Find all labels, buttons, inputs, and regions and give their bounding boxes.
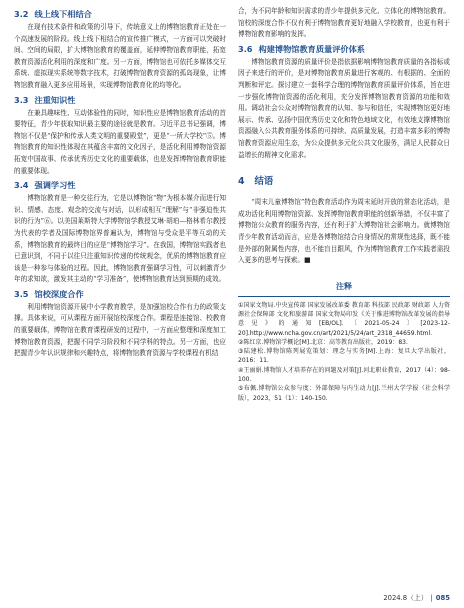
section-heading-3-6 [238,43,450,55]
right-column [238,6,450,403]
footer-separator: | [430,594,433,602]
section-number: 3.5 [14,288,29,299]
section-body-3-3: 在兼具趣味性、互动体验性的同时，知识性应是博物馆教育活动的首要特征，青少年获取知识最主要的途径就是教育。习近平总书记强调，博物馆不仅是“保护和传承人类文明的重要殿堂”，更是“一所大学校”⑤。博物馆教育的知识性体现在其蕴含丰富的文化因子，是活化利用博物馆资源拓宽中国故事、传承优秀历史文化的重要载体，也是发挥博物馆教育职能的重要体现。 [14,108,226,175]
note-item: ⑤布佩.博物馆公众参与度：外部保障与内生动力[J].兰州大学学报（社会科学版），2023，51（1）：140-150. [238,385,450,402]
issue-label: 2024.8（上） [383,594,428,602]
section-number: 4 [238,176,245,188]
section-body-3-6: 博物馆教育资源的质量评价是指依据影响博物馆教育质量的各指标或因子来进行的评价，是对博物馆教育质量进行客观的、有根据的、全面的判断和评定。探讨建立一套科学合理的博物馆教育质量评价体系，旨在进一步强化博物馆资源的活化利用，充分发挥博物馆教育资源的功能和效用。调动社会公众对博物馆教育的认知、参与和信任，实现博物馆更好地展示、传承、弘扬中国优秀历史文化和特色地域文化，有效地支撑博物馆资源融入公共教育服务体系的可持续、高质量发展，打造丰富多彩的博物馆教育资源应用生态，为公众提供多元化公共文化服务，满足人民群众日益增长的精神文化需求。 [238,57,450,159]
section-body-3-4: 博物馆教育是一种交往行为，它是以博物馆“物”为根本媒介而进行知识、情感、态度、观念的交流与对话，以形成相互“理解”与“非强迫性共识的行为”⑥。以美国莱斯特大学博物馆学教授艾琳·胡珀—格林希尔教授为代表的学者及国际博物馆界普遍认为，博物馆与受众是平等互动的关系，博物馆教育的最终目的应是“博物馆学习”。在我国，博物馆实践者也已意识到，不同于以往只注重知识传递的传统观念，优质的博物馆教育应该是一种参与体验的过程。因此，博物馆教育强调学习性，可以刺激青少年的求知欲，激发其主动的“学习准备”，使博物馆教育达到预期的成效。 [14,194,226,284]
section-body-3-5: 利用博物馆资源开展中小学教育教学，是加强馆校合作有力的政策支撑。具体来说，可从课程方面开展馆校深度合作。课程是连接馆、校教育的重要载体，博物馆在教育课程研发的过程中，一方面应整理和深度加工博物馆教育资源，把握不同学习阶段和不同学科的特点。另一方面，也应把握青少年认识规律和兴趣特点，将博物馆教育资源与学校课程有机结 [14,302,226,358]
note-item: ③陆建松.博物馆陈列展览策划：理念与实务[M].上海：复旦大学出版社，2016：11. [238,348,450,365]
section-number: 3.3 [14,94,29,105]
note-item: ④王丽娟.博物馆人才培养存在的问题及对策[J].河北职业教育，2017（4）：98-100. [238,366,450,384]
section-title: 结语 [254,176,274,188]
page-footer [383,592,450,602]
section-title: 线上线下相结合 [34,9,92,19]
conclusion-text: “周末儿童博物馆”特色教育活动作为周末延时开放的常态化活动，是成功活化利用博物馆资源、发挥博物馆教育职能的创新举措，不仅丰富了博物馆公众教育的服务内容，还有利于扩大博物馆社会影响力。就博物馆青少年教育活动而言，应是各博物馆结合自身情况的常规性选择，既不能是外部的附属性内容，也不能盲目跟风，作为博物馆教育工作实践者需投入更多的思考与探索。 [238,198,450,265]
continued-paragraph: 合，为不同年龄和知识需求的青少年提供多元化、立体化的博物馆教育。馆校的深度合作不仅有利于博物馆教育更好地融入学校教育，也更有利于博物馆教育影响的发挥。 [238,7,450,39]
note-item: ②陈红京.博物馆学概论[M].北京：高等教育出版社，2019：83. [238,338,408,346]
notes-divider [238,296,450,297]
section-number: 3.4 [14,180,29,191]
section-title: 注重知识性 [34,94,76,105]
section-title: 强调学习性 [34,180,76,191]
section-number: 3.6 [238,43,253,54]
section-title: 构建博物馆教育质量评价体系 [258,43,365,54]
notes-title: 注释 [336,281,352,291]
section-heading-4 [238,173,450,187]
section-heading-3-5 [14,288,226,300]
section-heading-3-4 [14,179,226,191]
section-number: 3.2 [14,9,29,19]
section-title: 馆校深度合作 [34,288,84,299]
left-column [14,6,226,360]
section-heading-3-3 [14,94,226,106]
end-mark: ■ [303,256,311,265]
section-heading-3-2 [14,8,226,20]
conclusion-body [238,197,450,267]
section-body-3-2: 在现有技术条件和政策的引导下，传统意义上的博物馆教育正处在一个高速发展的阶段。线上线下相结合的宣传推广模式，一方面可以突破时间、空间的局限，扩大博物馆教育的覆盖面，延伸博物馆教育职能，拓宽教育资源活化利用的深度和广度。另一方面，博物馆也可依托多媒体交互系统、虚拟现实系统等数字技术，打破博物馆教育资源的孤岛现象，让博物馆教育融入更多应用场景，实现博物馆教育化的均等化。 [14,23,226,89]
page-number: 085 [435,594,450,602]
note-item: ①国家文物局.中央宣传部 国家发展改革委 教育部 科技部 民政部 财政部 人力资源社会保障部 文化和旅游部 国家文物局印发《关于推进博物馆改革发展的指导意见》的通知[EB/OL].〔2021-05-24〕[2023-12-20].http://www.ncha.gov.cn/art/2021/5/24/art_2318_44659.html. [238,301,450,337]
